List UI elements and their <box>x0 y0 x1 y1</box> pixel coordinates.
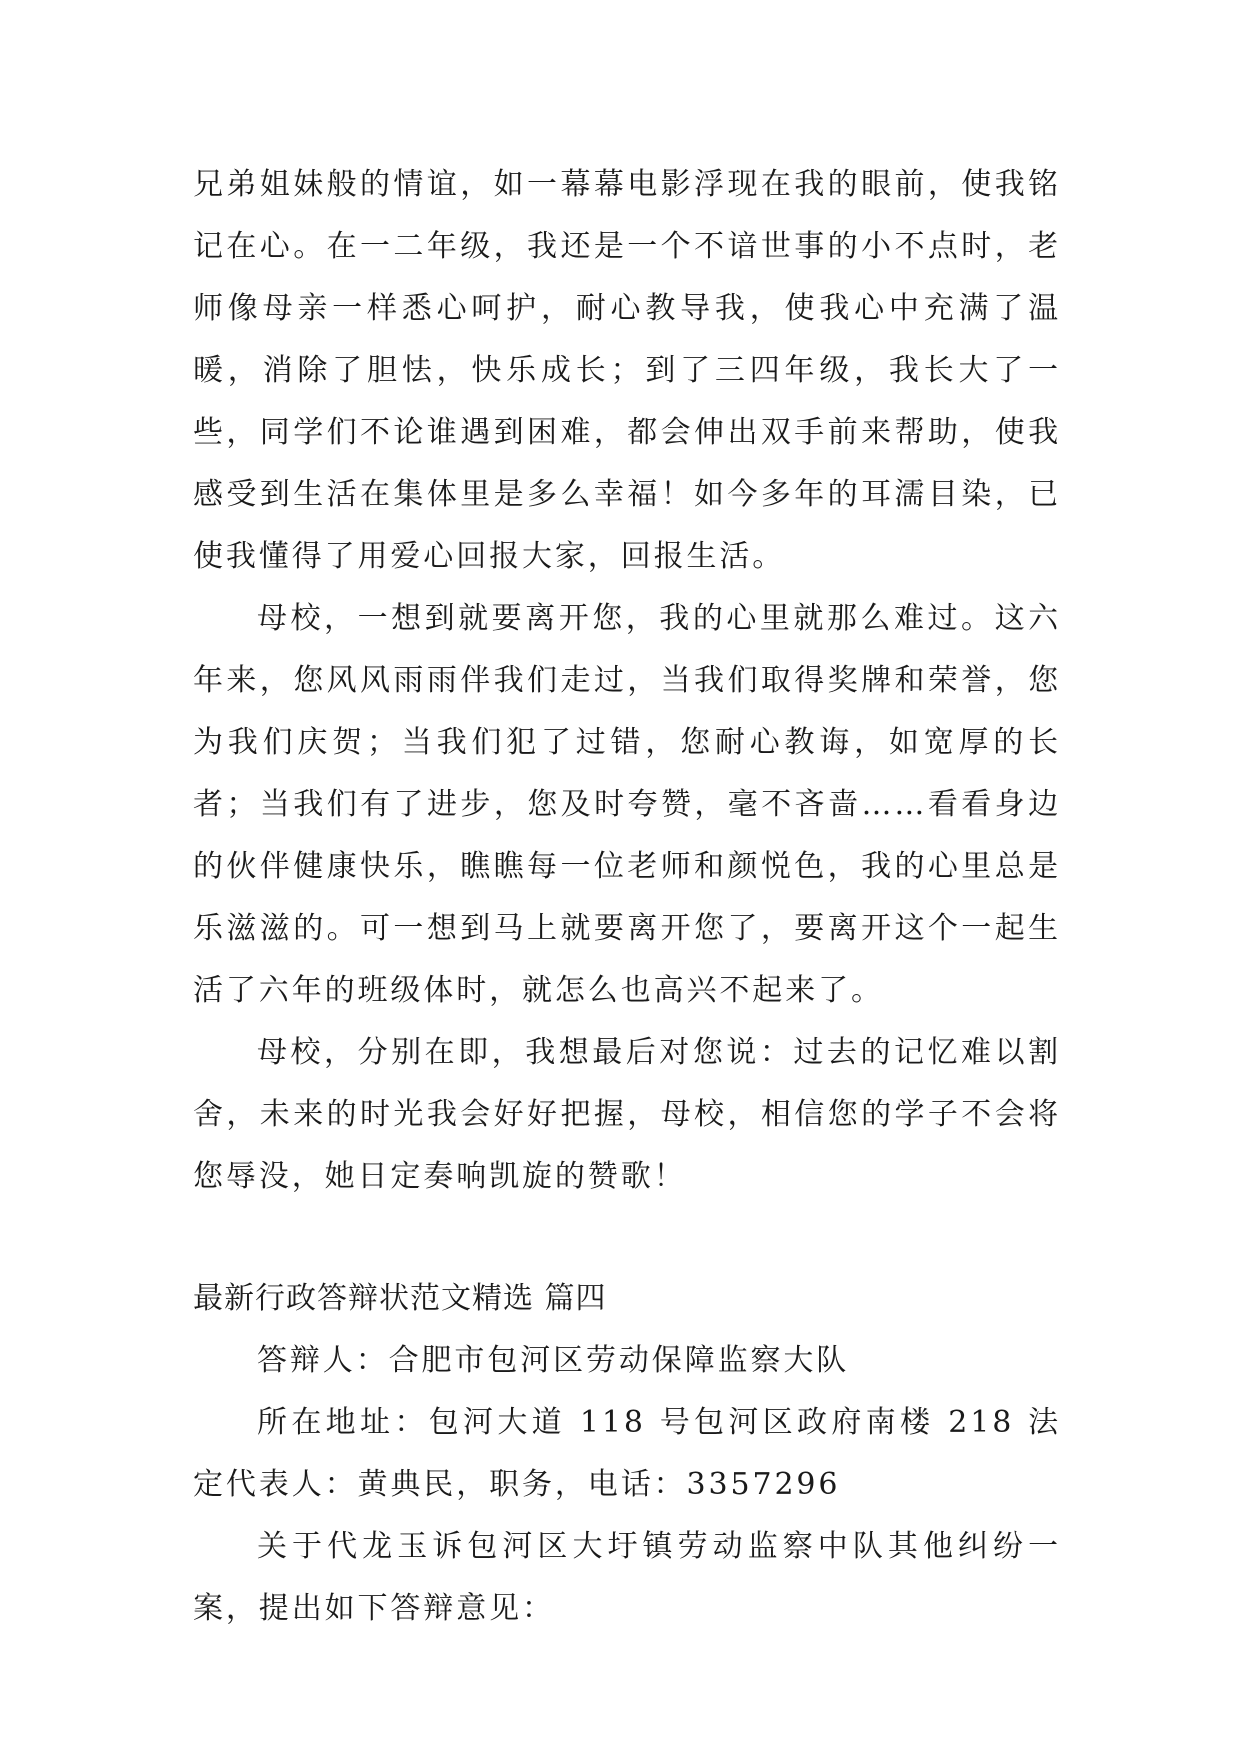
paragraph-respondent: 答辩人：合肥市包河区劳动保障监察大队 <box>257 1343 850 1378</box>
paragraph-case-intro: 关于代龙玉诉包河区大圩镇劳动监察中队其他纠纷一案，提出如下答辩意见： <box>193 1529 1061 1626</box>
paragraph-final-words: 母校，分别在即，我想最后对您说：过去的记忆难以割舍，未来的时光我会好好把握，母校，相信您的学子不会将您辱没，她日定奏响凯旋的赞歌！ <box>193 1035 1061 1194</box>
document-body <box>193 154 1061 1640</box>
section-heading: 最新行政答辩状范文精选 篇四 <box>193 1281 607 1316</box>
paragraph-memories: 兄弟姐妹般的情谊，如一幕幕电影浮现在我的眼前，使我铭记在心。在一二年级，我还是一个不谙世事的小不点时，老师像母亲一样悉心呵护，耐心教导我，使我心中充满了温暖，消除了胆怯，快乐成长；到了三四年级，我长大了一些，同学们不论谁遇到困难，都会伸出双手前来帮助，使我感受到生活在集体里是多么幸福！如今多年的耳濡目染，已使我懂得了用爱心回报大家，回报生活。 <box>193 167 1061 574</box>
section-spacer <box>193 1208 1061 1268</box>
paragraph-farewell-sadness: 母校，一想到就要离开您，我的心里就那么难过。这六年来，您风风雨雨伴我们走过，当我们取得奖牌和荣誉，您为我们庆贺；当我们犯了过错，您耐心教诲，如宽厚的长者；当我们有了进步，您及时夸赞，毫不吝啬……看看身边的伙伴健康快乐，瞧瞧每一位老师和颜悦色，我的心里总是乐滋滋的。可一想到马上就要离开您了，要离开这个一起生活了六年的班级体时，就怎么也高兴不起来了。 <box>193 601 1061 1008</box>
paragraph-address: 所在地址：包河大道 118 号包河区政府南楼 218 法定代表人：黄典民，职务，电话：3357296 <box>193 1405 1061 1502</box>
